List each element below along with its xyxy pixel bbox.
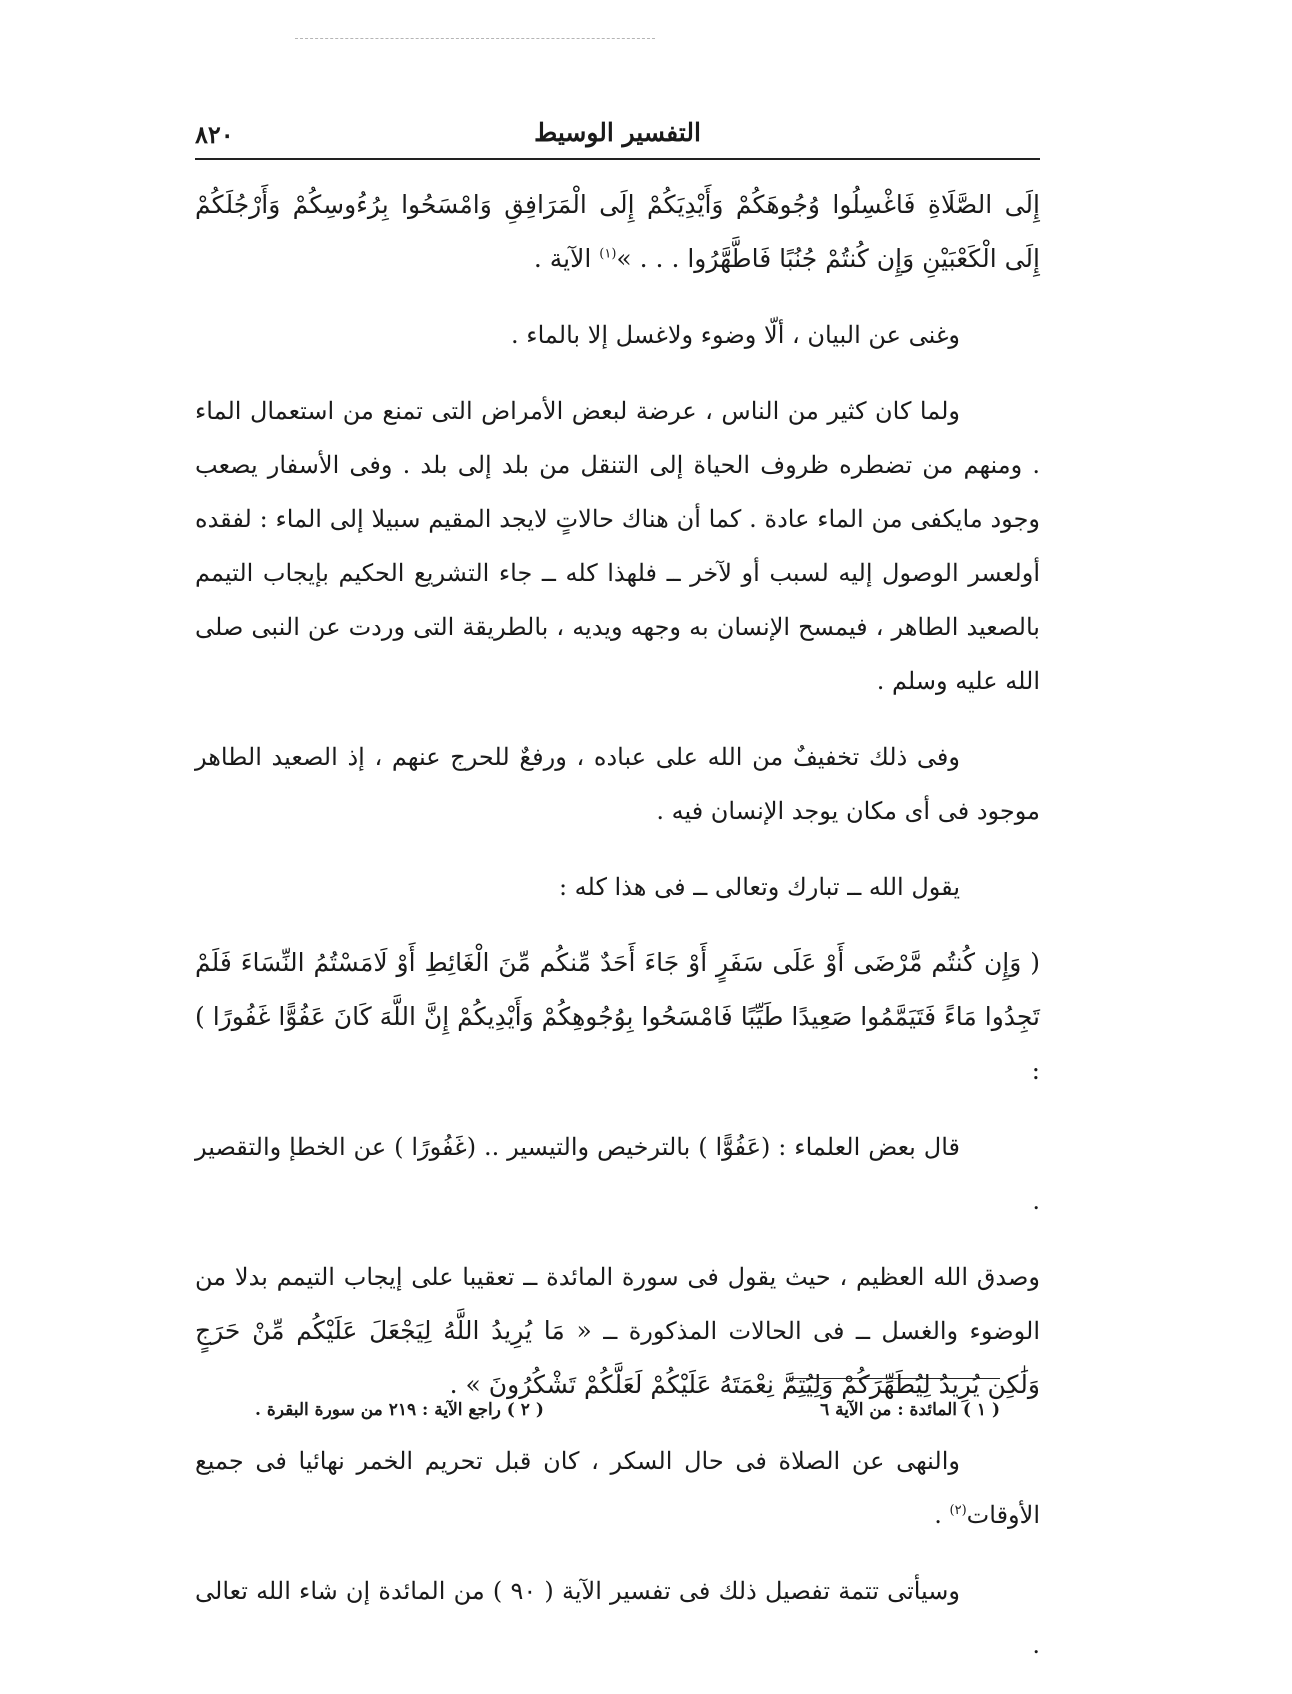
quran-verse-tayammum: ( وَإِن كُنتُم مَّرْضَى أَوْ عَلَى سَفَرٍ أَوْ جَاءَ أَحَدٌ مِّنكُم مِّنَ الْغَائِطِ أَوْ لَامَسْتُمُ النِّسَاءَ فَلَمْ تَجِدُوا مَاءً فَتَيَمَّمُوا صَعِيدًا طَيِّبًا فَامْسَحُوا بِوُجُوهِكُمْ وَأَيْدِيكُمْ إِنَّ اللَّهَ كَانَ عَفُوًّا غَفُورًا ) : <box>195 948 1040 1085</box>
paragraph-maidah <box>195 1250 1040 1412</box>
paragraph-intoxication <box>195 1434 1040 1542</box>
paragraph-tayammum-reason: ولما كان كثير من الناس ، عرضة لبعض الأمراض التى تمنع من استعمال الماء . ومنهم من تضطره ظروف الحياة إلى التنقل من بلد إلى بلد . وفى الأسفار يصعب وجود مايكفى من الماء عادة . كما أن هناك حالاتٍ لايجد المقيم سبيلا إلى الماء : لفقده أولعسر الوصول إليه لسبب أو لآخر ــ فلهذا كله ــ جاء التشريع الحكيم بإيجاب التيمم بالصعيد الطاهر ، فيمسح الإنسان به وجهه ويديه ، بالطريقة التى وردت عن النبى صلى الله عليه وسلم . <box>195 397 1040 695</box>
footnote-ref-2: (٢) <box>949 1503 967 1518</box>
footnote-2: ( ٢ ) راجع الآية : ٢١٩ من سورة البقرة . <box>255 1400 544 1420</box>
scan-artifact-line <box>295 38 655 39</box>
paragraph-water-only: وغنى عن البيان ، ألّا وضوء ولاغسل إلا بالماء . <box>511 321 960 349</box>
page-body <box>195 178 1040 1694</box>
paragraph-intro-verse: يقول الله ــ تبارك وتعالى ــ فى هذا كله : <box>558 873 960 901</box>
paragraph-to-follow: وسيأتى تتمة تفصيل ذلك فى تفسير الآية ( ٩٠ ) من المائدة إن شاء الله تعالى . <box>195 1577 1040 1659</box>
quran-verse-text: إِلَى الصَّلَاةِ فَاغْسِلُوا وُجُوهَكُمْ وَأَيْدِيَكُمْ إِلَى الْمَرَافِقِ وَامْسَحُوا بِرُءُوسِكُمْ وَأَرْجُلَكُمْ إِلَى الْكَعْبَيْنِ وَإِن كُنتُمْ جُنُبًا فَاطَّهَّرُوا . . . » <box>195 190 1040 273</box>
footnote-1: ( ١ ) المائدة : من الآية ٦ <box>820 1400 1000 1420</box>
footnote-separator <box>790 1378 1000 1379</box>
paragraph-scholars: قال بعض العلماء : (عَفُوًّا ) بالترخيص والتيسير .. (غَفُورًا ) عن الخطإ والتقصير . <box>195 1133 1040 1215</box>
paragraph-maidah-text: وصدق الله العظيم ، حيث يقول فى سورة المائدة ــ تعقيبا على إيجاب التيمم بدلا من الوضوء والغسل ــ فى الحالات المذكورة ــ <box>195 1263 1040 1345</box>
footnotes <box>255 1400 1000 1434</box>
book-title: التفسير الوسيط <box>534 118 701 147</box>
paragraph-intoxication-tail: . <box>934 1501 942 1529</box>
page-number: ٨٢٠ <box>195 120 234 149</box>
paragraph-relief: وفى ذلك تخفيفٌ من الله على عباده ، ورفعٌ للحرج عنهم ، إذ الصعيد الطاهر موجود فى أى مكان يوجد الإنسان فيه . <box>195 743 1040 825</box>
verse-tail: الآية . <box>533 244 592 273</box>
paragraph-intoxication-text: والنهى عن الصلاة فى حال السكر ، كان قبل تحريم الخمر نهائيا فى جميع الأوقات <box>195 1447 1040 1529</box>
quran-verse-maidah: « مَا يُرِيدُ اللَّهُ لِيَجْعَلَ عَلَيْكُم مِّنْ حَرَجٍ وَلَٰكِن يُرِيدُ لِيُطَهِّرَكُمْ وَلِيُتِمَّ نِعْمَتَهُ عَلَيْكُمْ لَعَلَّكُمْ تَشْكُرُونَ » . <box>195 1316 1040 1399</box>
page-header <box>195 110 1040 160</box>
quran-verse-wudu <box>195 178 1040 286</box>
footnote-ref-1: (١) <box>599 246 617 262</box>
